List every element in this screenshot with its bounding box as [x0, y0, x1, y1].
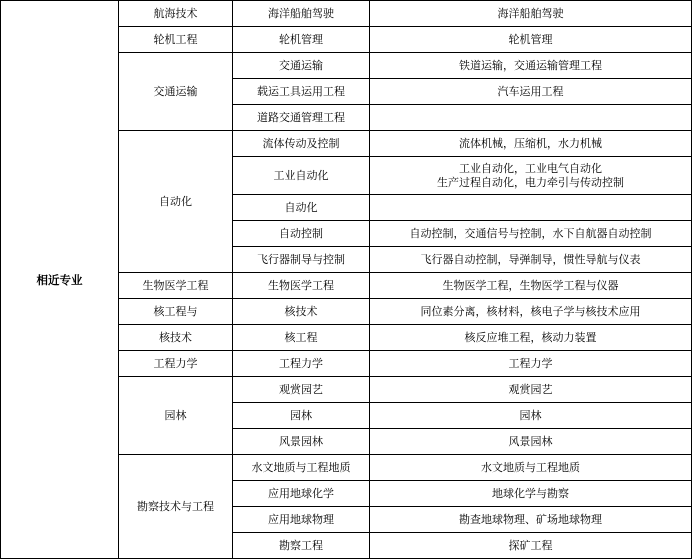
major-cell: 核技术 — [233, 299, 370, 325]
group-label-cell — [1, 1, 119, 559]
related-cell: 汽车运用工程 — [370, 79, 692, 105]
major-cell: 勘察工程 — [233, 533, 370, 559]
related-line-2: 生产过程自动化，电力牵引与传动控制 — [437, 175, 624, 189]
major-cell: 飞行器制导与控制 — [233, 247, 370, 273]
major-cell: 核工程 — [233, 325, 370, 351]
category-cell: 核工程与 — [119, 299, 233, 325]
category-cell: 生物医学工程 — [119, 273, 233, 299]
related-cell: 生物医学工程，生物医学工程与仪器 — [370, 273, 692, 299]
related-cell: 自动控制，交通信号与控制，水下自航器自动控制 — [370, 221, 692, 247]
category-cell: 航海技术 — [119, 1, 233, 27]
category-cell: 自动化 — [119, 131, 233, 273]
related-cell: 勘查地球物理、矿场地球物理 — [370, 507, 692, 533]
related-cell: 探矿工程 — [370, 533, 692, 559]
major-cell: 园林 — [233, 403, 370, 429]
group-label: 相近专业 — [36, 272, 83, 287]
related-cell: 流体机械，压缩机，水力机械 — [370, 131, 692, 157]
major-cell: 风景园林 — [233, 429, 370, 455]
category-cell: 园林 — [119, 377, 233, 455]
major-cell: 应用地球物理 — [233, 507, 370, 533]
related-cell: 工程力学 — [370, 351, 692, 377]
category-cell: 勘察技术与工程 — [119, 455, 233, 559]
related-cell: 风景园林 — [370, 429, 692, 455]
related-cell: 核反应堆工程，核动力装置 — [370, 325, 692, 351]
major-cell: 水文地质与工程地质 — [233, 455, 370, 481]
category-cell: 工程力学 — [119, 351, 233, 377]
related-cell: 铁道运输，交通运输管理工程 — [370, 53, 692, 79]
major-cell: 载运工具运用工程 — [233, 79, 370, 105]
related-cell — [370, 157, 692, 195]
major-cell: 工程力学 — [233, 351, 370, 377]
major-cell: 生物医学工程 — [233, 273, 370, 299]
related-cell: 园林 — [370, 403, 692, 429]
related-cell: 水文地质与工程地质 — [370, 455, 692, 481]
related-cell — [370, 105, 692, 131]
category-cell: 交通运输 — [119, 53, 233, 131]
major-cell: 交通运输 — [233, 53, 370, 79]
major-cell: 自动控制 — [233, 221, 370, 247]
related-cell: 飞行器自动控制，导弹制导，惯性导航与仪表 — [370, 247, 692, 273]
major-cell: 工业自动化 — [233, 157, 370, 195]
major-cell: 轮机管理 — [233, 27, 370, 53]
related-cell: 海洋船舶驾驶 — [370, 1, 692, 27]
major-cell: 观赏园艺 — [233, 377, 370, 403]
major-cell: 自动化 — [233, 195, 370, 221]
major-cell: 应用地球化学 — [233, 481, 370, 507]
related-cell: 轮机管理 — [370, 27, 692, 53]
related-cell: 观赏园艺 — [370, 377, 692, 403]
related-cell: 同位素分离，核材料，核电子学与核技术应用 — [370, 299, 692, 325]
major-cell: 海洋船舶驾驶 — [233, 1, 370, 27]
related-cell — [370, 195, 692, 221]
category-cell: 轮机工程 — [119, 27, 233, 53]
major-cell: 流体传动及控制 — [233, 131, 370, 157]
related-line-1: 工业自动化，工业电气自动化 — [459, 161, 602, 175]
major-cell: 道路交通管理工程 — [233, 105, 370, 131]
table-row — [1, 1, 692, 27]
related-cell: 地球化学与勘察 — [370, 481, 692, 507]
category-cell: 核技术 — [119, 325, 233, 351]
